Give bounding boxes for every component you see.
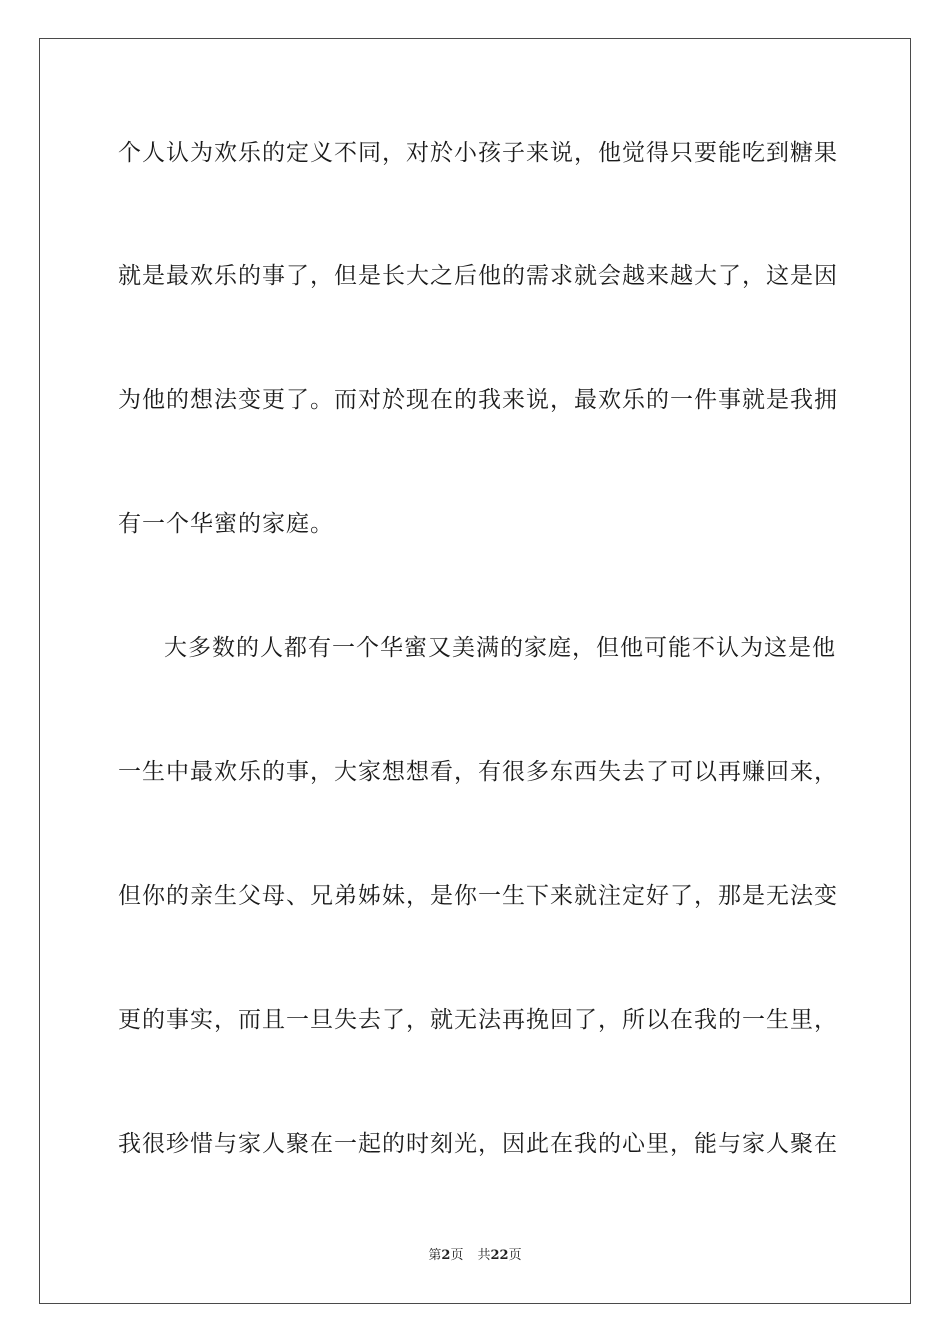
text-line-9: 我很珍惜与家人聚在一起的时刻光，因此在我的心里，能与家人聚在	[118, 1131, 838, 1157]
text-line-2: 就是最欢乐的事了，但是长大之后他的需求就会越来越大了，这是因	[118, 263, 838, 289]
text-line-5: 大多数的人都有一个华蜜又美满的家庭，但他可能不认为这是他	[164, 635, 836, 661]
footer-page-prefix: 第	[428, 1248, 442, 1263]
text-line-7: 但你的亲生父母、兄弟姊妹，是你一生下来就注定好了，那是无法变	[118, 883, 838, 909]
text-line-4: 有一个华蜜的家庭。	[118, 511, 334, 537]
footer-page-suffix: 页	[450, 1248, 464, 1263]
text-line-1: 个人认为欢乐的定义不同，对於小孩子来说，他觉得只要能吃到糖果	[118, 140, 838, 166]
footer-total-pages: 22	[490, 1248, 509, 1263]
page-footer	[0, 1247, 950, 1265]
text-line-6: 一生中最欢乐的事，大家想想看，有很多东西失去了可以再赚回来，	[118, 759, 838, 785]
text-line-8: 更的事实，而且一旦失去了，就无法再挽回了，所以在我的一生里，	[118, 1007, 838, 1033]
text-line-3: 为他的想法变更了。而对於现在的我来说，最欢乐的一件事就是我拥	[118, 387, 838, 413]
footer-total-suffix: 页	[508, 1248, 522, 1263]
footer-page-number: 2	[441, 1248, 451, 1263]
page-frame	[39, 38, 911, 1304]
footer-total-prefix: 共	[477, 1248, 491, 1263]
